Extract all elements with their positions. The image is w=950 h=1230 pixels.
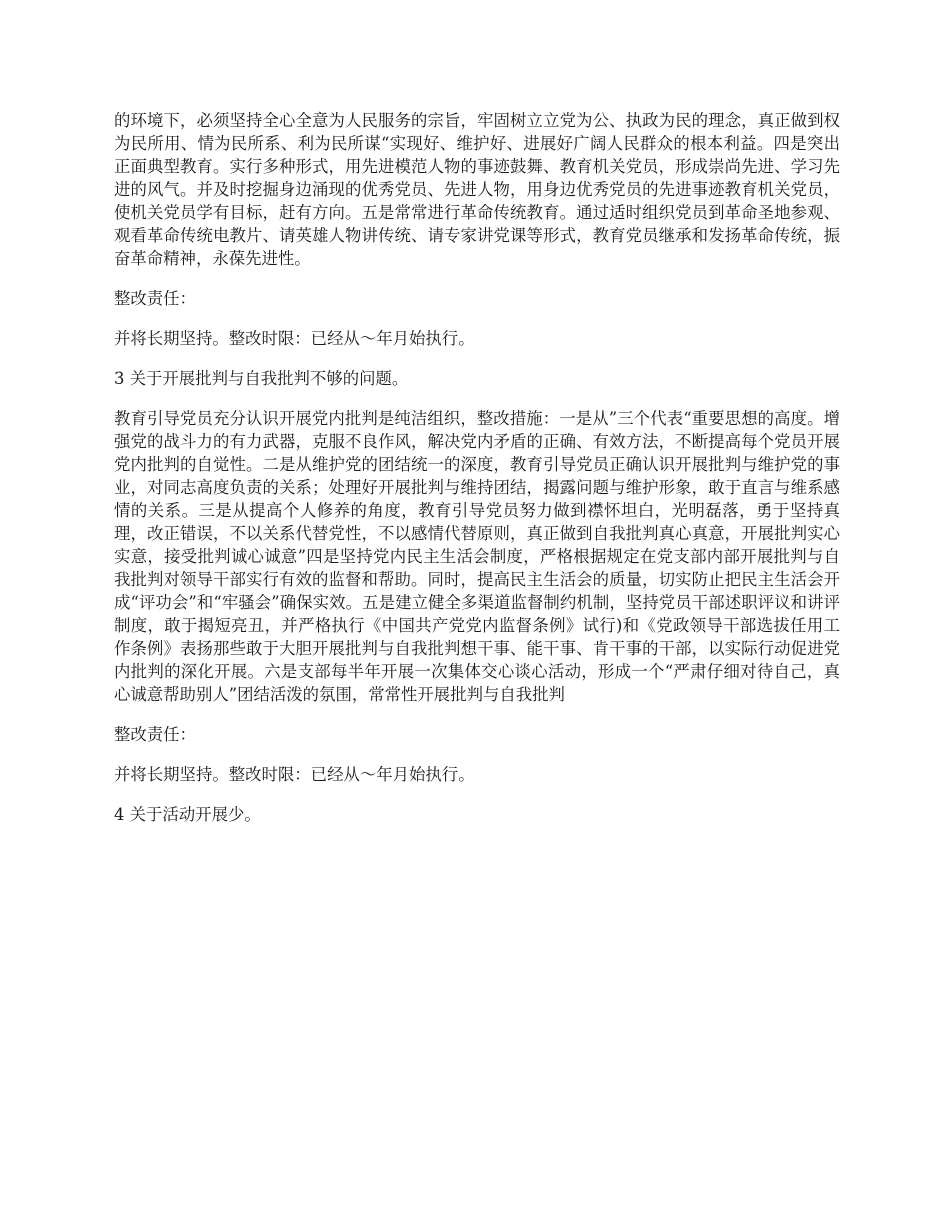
rectification-responsibility-label: 整改责任： bbox=[114, 289, 196, 308]
rectification-responsibility-label: 整改责任： bbox=[114, 725, 196, 744]
paragraph-criticism-measures: 教育引导党员充分认识开展党内批判是纯洁组织，整改措施：一是从”三个代表“重要思想的高度。增强党的战斗力的有力武器，克服不良作风，解决党内矛盾的正确、有效方法，不断提高每个党员开展党内批判的自觉性。二是从维护党的团结统一的深度，教育引导党员正确认识开展批判与维护党的事业，对同志高度负责的关系；处理好开展批判与维持团结，揭露问题与维护形象，敢于直言与维系感情的关系。三是从提高个人修养的角度，教育引导党员努力做到襟怀坦白，光明磊落，勇于坚持真理，改正错误，不以关系代替党性，不以感情代替原则，真正做到自我批判真心真意，开展批判实心实意，接受批判诚心诚意”四是坚持党内民主生活会制度，严格根据规定在党支部内部开展批判与自我批判对领导干部实行有效的监督和帮助。同时，提高民主生活会的质量，切实防止把民主生活会开成“评功会”和“牢骚会”确保实效。五是建立健全多渠道监督制约机制，坚持党员干部述职评议和讲评制度，敢于揭短亮丑，并严格执行《中国共产党党内监督条例》试行)和《党政领导干部选拔任用工作条例》表扬那些敢于大胆开展批判与自我批判想干事、能干事、肯干事的干部，以实际行动促进党内批判的深化开展。六是支部每半年开展一次集体交心谈心活动，形成一个“严肃仔细对待自己，真心诚意帮助别人”团结活泼的氛围，常常性开展批判与自我批判 bbox=[114, 409, 840, 704]
rectification-deadline: 并将长期坚持。整改时限：已经从～年月始执行。 bbox=[114, 765, 475, 784]
document-page bbox=[114, 109, 840, 826]
section-heading-criticism: 3 关于开展批判与自我批判不够的问题。 bbox=[114, 369, 409, 388]
section-heading-activities: 4 关于活动开展少。 bbox=[114, 805, 261, 824]
rectification-deadline: 并将长期坚持。整改时限：已经从～年月始执行。 bbox=[114, 329, 475, 348]
paragraph-service-tenet: 的环境下，必须坚持全心全意为人民服务的宗旨，牢固树立立党为公、执政为民的理念，真正做到权为民所用、情为民所系、利为民所谋“实现好、维护好、进展好广阔人民群众的根本利益。四是突出正面典型教育。实行多种形式，用先进模范人物的事迹鼓舞、教育机关党员，形成崇尚先进、学习先进的风气。并及时挖掘身边涌现的优秀党员、先进人物，用身边优秀党员的先进事迹教育机关党员，使机关党员学有目标，赶有方向。五是常常进行革命传统教育。通过适时组织党员到革命圣地参观、观看革命传统电教片、请英雄人物讲传统、请专家讲党课等形式，教育党员继承和发扬革命传统，振奋革命精神，永葆先进性。 bbox=[114, 111, 840, 268]
